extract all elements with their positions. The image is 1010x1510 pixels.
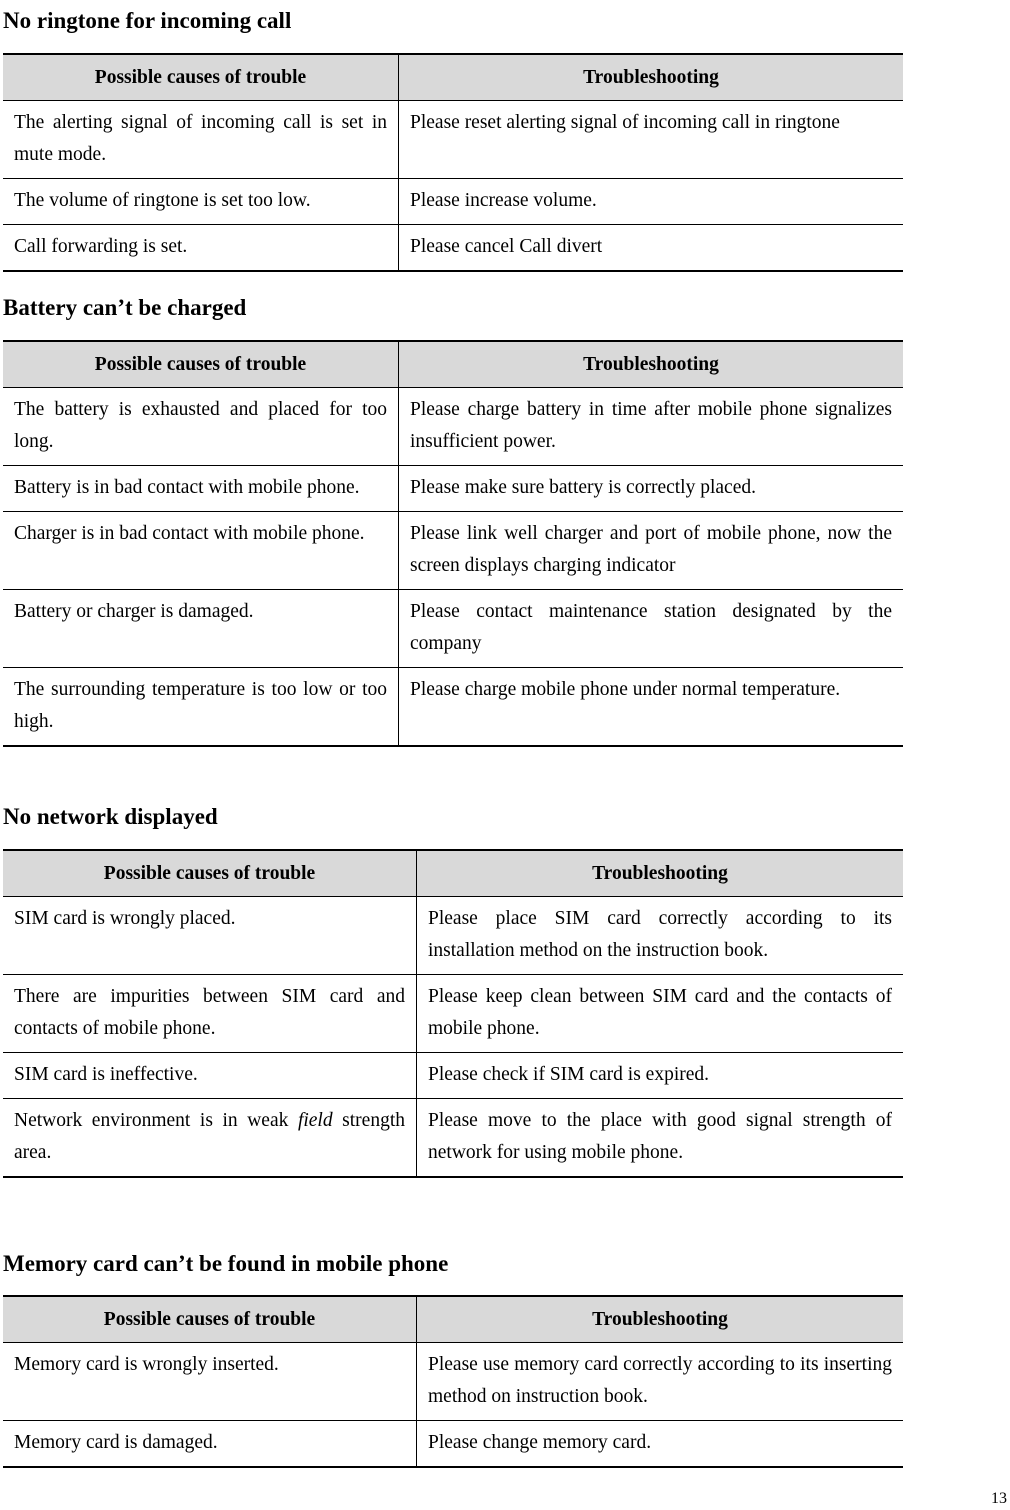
solution-cell: Please use memory card correctly according to its inserting method on instruction book. <box>417 1343 904 1421</box>
table-header-row <box>3 54 903 101</box>
cause-cell: Memory card is wrongly inserted. <box>3 1343 417 1421</box>
header-causes: Possible causes of trouble <box>3 1296 417 1343</box>
solution-cell: Please check if SIM card is expired. <box>417 1053 904 1099</box>
cause-italic-word: field <box>297 1110 333 1131</box>
table-row <box>3 466 903 512</box>
table-row <box>3 897 903 975</box>
cause-cell: SIM card is ineffective. <box>3 1053 417 1099</box>
solution-cell: Please charge mobile phone under normal temperature. <box>399 668 904 747</box>
table-row <box>3 975 903 1053</box>
cause-cell: Call forwarding is set. <box>14 236 188 257</box>
cause-cell: SIM card is wrongly placed. <box>3 897 417 975</box>
page-number: 13 <box>991 1490 1007 1507</box>
table-row <box>3 179 903 225</box>
table-row <box>3 388 903 466</box>
cause-cell: The alerting signal of incoming call is set in mute mode. <box>3 101 399 179</box>
table-header-row <box>3 850 903 897</box>
solution-cell: Please make sure battery is correctly placed. <box>399 466 904 512</box>
table-header-row <box>3 341 903 388</box>
table-row <box>3 512 903 590</box>
cause-text-tail: strength area. <box>14 1110 405 1163</box>
cause-cell: Battery or charger is damaged. <box>3 590 399 668</box>
solution-cell: Please increase volume. <box>399 179 904 225</box>
solution-cell: Please cancel Call divert <box>399 225 904 272</box>
solution-cell: Please link well charger and port of mobile phone, now the screen displays charging indicator <box>399 512 904 590</box>
header-troubleshooting: Troubleshooting <box>417 850 904 897</box>
table-battery <box>3 340 903 747</box>
table-row <box>3 1421 903 1468</box>
solution-cell: Please reset alerting signal of incoming call in ringtone <box>399 101 904 179</box>
cause-cell: The surrounding temperature is too low or too high. <box>14 679 387 732</box>
table-row <box>3 1099 903 1178</box>
solution-cell: Please charge battery in time after mobile phone signalizes insufficient power. <box>399 388 904 466</box>
table-memory-card <box>3 1295 903 1468</box>
header-troubleshooting: Troubleshooting <box>417 1296 904 1343</box>
table-row <box>3 590 903 668</box>
header-causes: Possible causes of trouble <box>3 341 399 388</box>
section-title-battery: Battery can’t be charged <box>3 295 247 320</box>
table-no-network <box>3 849 903 1178</box>
cause-cell: Charger is in bad contact with mobile phone. <box>3 512 399 590</box>
cause-cell: There are impurities between SIM card and contacts of mobile phone. <box>3 975 417 1053</box>
section-title-no-ringtone: No ringtone for incoming call <box>3 8 292 33</box>
table-header-row <box>3 1296 903 1343</box>
section-title-no-network: No network displayed <box>3 804 218 829</box>
solution-cell: Please change memory card. <box>417 1421 904 1468</box>
section-title-memory-card: Memory card can’t be found in mobile phone <box>3 1251 449 1276</box>
cause-text: Network environment is in weak <box>14 1110 298 1131</box>
cause-cell: Memory card is damaged. <box>14 1432 218 1453</box>
solution-cell: Please keep clean between SIM card and the contacts of mobile phone. <box>417 975 904 1053</box>
header-troubleshooting: Troubleshooting <box>399 54 904 101</box>
cause-cell <box>3 1099 417 1178</box>
table-no-ringtone <box>3 53 903 272</box>
header-causes: Possible causes of trouble <box>3 850 417 897</box>
table-row <box>3 101 903 179</box>
solution-cell: Please move to the place with good signal strength of network for using mobile phone. <box>417 1099 904 1178</box>
solution-cell: Please contact maintenance station designated by the company <box>399 590 904 668</box>
cause-cell: The battery is exhausted and placed for too long. <box>3 388 399 466</box>
cause-cell: The volume of ringtone is set too low. <box>3 179 399 225</box>
table-row <box>3 225 903 272</box>
table-row <box>3 1343 903 1421</box>
header-troubleshooting: Troubleshooting <box>399 341 904 388</box>
cause-cell: Battery is in bad contact with mobile phone. <box>3 466 399 512</box>
solution-cell: Please place SIM card correctly according to its installation method on the instruction book. <box>417 897 904 975</box>
header-causes: Possible causes of trouble <box>3 54 399 101</box>
table-row <box>3 668 903 747</box>
table-row <box>3 1053 903 1099</box>
